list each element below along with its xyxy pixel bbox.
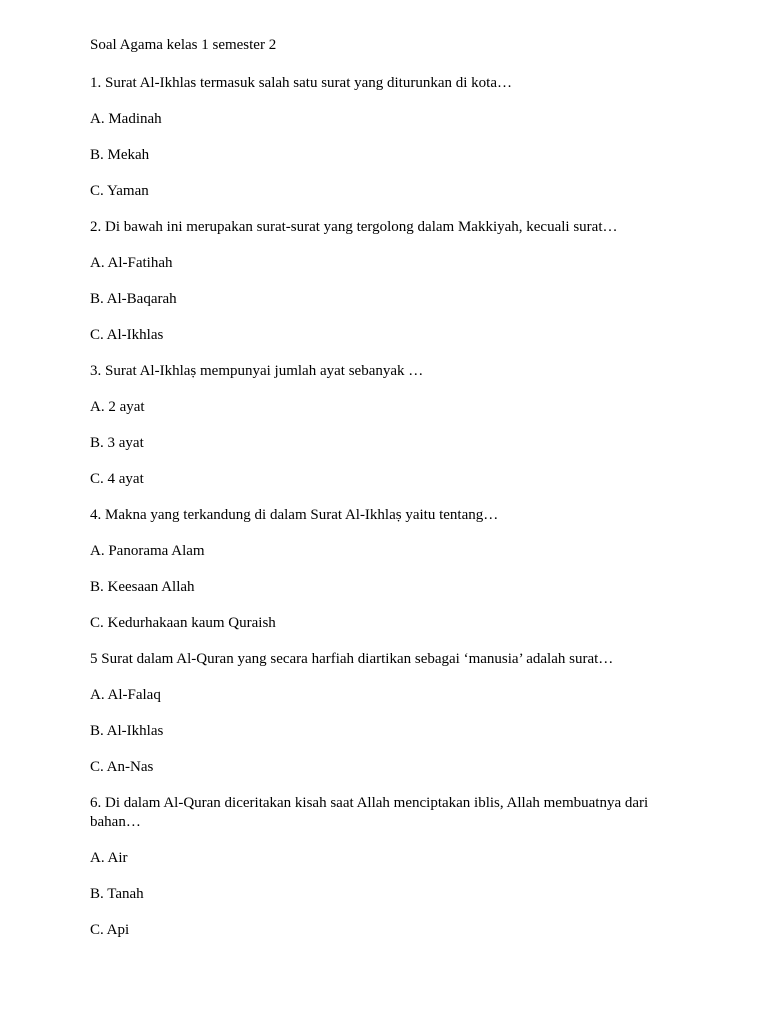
option-a: A. Al-Fatihah bbox=[90, 255, 173, 271]
question-3 bbox=[90, 362, 675, 489]
question-text: 6. Di dalam Al-Quran diceritakan kisah saat Allah menciptakan iblis, Allah membuatnya dari bahan… bbox=[90, 795, 649, 830]
option-b: B. Al-Ikhlas bbox=[90, 723, 164, 739]
option-c: C. Yaman bbox=[90, 183, 149, 199]
question-5 bbox=[90, 650, 675, 777]
option-a: A. Air bbox=[90, 850, 128, 866]
question-1 bbox=[90, 74, 675, 201]
option-b: B. Keesaan Allah bbox=[90, 579, 195, 595]
question-text: 5 Surat dalam Al-Quran yang secara harfiah diartikan sebagai ‘manusia’ adalah surat… bbox=[90, 651, 614, 667]
question-text: 2. Di bawah ini merupakan surat-surat yang tergolong dalam Makkiyah, kecuali surat… bbox=[90, 219, 618, 235]
option-b: B. Mekah bbox=[90, 147, 150, 163]
option-c: C. Al-Ikhlas bbox=[90, 327, 164, 343]
option-c: C. Kedurhakaan kaum Quraish bbox=[90, 615, 276, 631]
option-b: B. 3 ayat bbox=[90, 435, 144, 451]
option-a: A. Madinah bbox=[90, 111, 162, 127]
option-b: B. Al-Baqarah bbox=[90, 291, 177, 307]
question-4 bbox=[90, 506, 675, 633]
question-2 bbox=[90, 218, 675, 345]
document-page bbox=[90, 36, 675, 957]
question-6 bbox=[90, 794, 675, 940]
option-c: C. 4 ayat bbox=[90, 471, 144, 487]
document-title: Soal Agama kelas 1 semester 2 bbox=[90, 37, 277, 53]
option-c: C. Api bbox=[90, 922, 130, 938]
option-c: C. An-Nas bbox=[90, 759, 154, 775]
question-text: 1. Surat Al-Ikhlas termasuk salah satu surat yang diturunkan di kota… bbox=[90, 75, 512, 91]
option-a: A. 2 ayat bbox=[90, 399, 145, 415]
question-text: 4. Makna yang terkandung di dalam Surat Al-Ikhlaṣ yaitu tentang… bbox=[90, 507, 499, 523]
option-a: A. Al-Falaq bbox=[90, 687, 161, 703]
option-a: A. Panorama Alam bbox=[90, 543, 205, 559]
question-text: 3. Surat Al-Ikhlaṣ mempunyai jumlah ayat sebanyak … bbox=[90, 363, 424, 379]
option-b: B. Tanah bbox=[90, 886, 144, 902]
